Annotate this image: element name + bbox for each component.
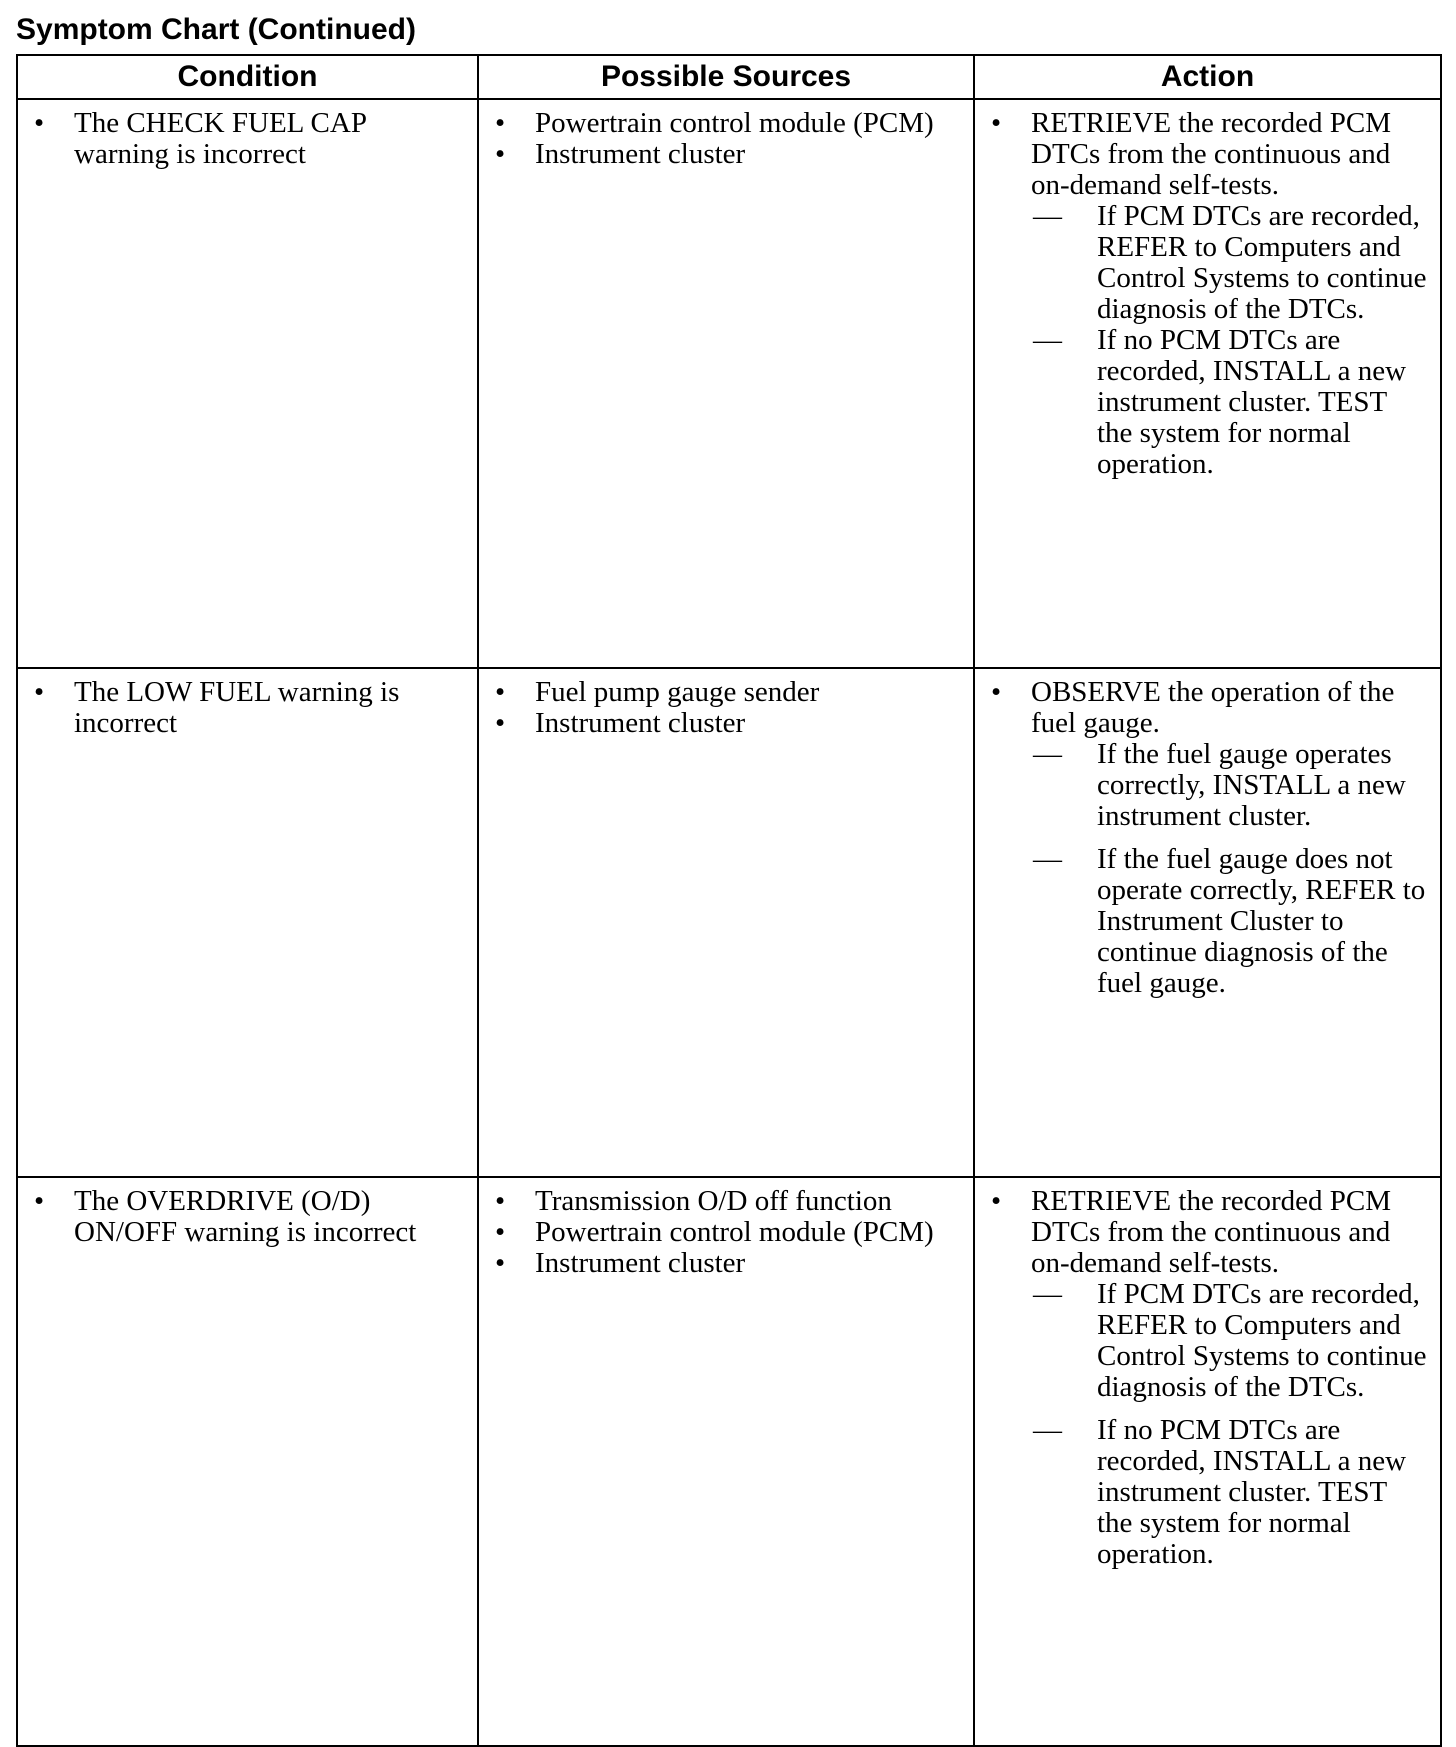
dash-icon: — <box>1033 1278 1062 1310</box>
source-text: Fuel pump gauge sender <box>535 676 820 708</box>
bullet-icon: • <box>495 107 506 139</box>
condition-item <box>18 677 465 739</box>
source-item <box>479 108 961 139</box>
action-subitem <box>1031 1415 1428 1570</box>
action-item <box>975 677 1428 999</box>
bullet-icon: • <box>495 138 506 170</box>
bullet-icon: • <box>34 676 45 708</box>
dash-icon: — <box>1033 738 1062 770</box>
source-text: Instrument cluster <box>535 707 746 739</box>
bullet-icon: • <box>495 707 506 739</box>
sources-cell <box>478 99 974 668</box>
action-subitem <box>1031 325 1428 480</box>
condition-text: The OVERDRIVE (O/D) ON/OFF warning is incorrect <box>74 1185 417 1248</box>
bullet-icon: • <box>991 1185 1002 1217</box>
table-row <box>17 99 1441 668</box>
condition-text: The LOW FUEL warning is incorrect <box>74 676 400 739</box>
action-subitem-text: If PCM DTCs are recorded, REFER to Computers and Control Systems to continue diagnosis of the DTCs. <box>1097 1278 1427 1403</box>
action-cell <box>974 99 1441 668</box>
action-text: OBSERVE the operation of the fuel gauge. <box>1031 676 1395 739</box>
source-text: Powertrain control module (PCM) <box>535 107 934 139</box>
action-item <box>975 108 1428 480</box>
dash-icon: — <box>1033 843 1062 875</box>
dash-icon: — <box>1033 1414 1062 1446</box>
condition-text: The CHECK FUEL CAP warning is incorrect <box>74 107 366 170</box>
condition-cell <box>17 668 478 1177</box>
column-header-action: Action <box>974 55 1441 99</box>
table-row <box>17 668 1441 1177</box>
dash-icon: — <box>1033 200 1062 232</box>
condition-cell <box>17 99 478 668</box>
column-header-possible-sources: Possible Sources <box>478 55 974 99</box>
action-subitem <box>1031 201 1428 325</box>
source-text: Powertrain control module (PCM) <box>535 1216 934 1248</box>
source-item <box>479 677 961 708</box>
bullet-icon: • <box>34 107 45 139</box>
header-row <box>17 55 1441 99</box>
action-subitem-text: If the fuel gauge does not operate correctly, REFER to Instrument Cluster to continue diagnosis of the fuel gauge. <box>1097 843 1426 999</box>
bullet-icon: • <box>495 1216 506 1248</box>
page-title: Symptom Chart (Continued) <box>16 13 416 46</box>
source-item <box>479 1186 961 1217</box>
action-subitem <box>1031 739 1428 832</box>
bullet-icon: • <box>495 676 506 708</box>
condition-cell <box>17 1177 478 1746</box>
bullet-icon: • <box>495 1185 506 1217</box>
bullet-icon: • <box>34 1185 45 1217</box>
action-text: RETRIEVE the recorded PCM DTCs from the continuous and on-demand self-tests. <box>1031 1185 1392 1279</box>
action-subitem <box>1031 844 1428 999</box>
bullet-icon: • <box>495 1247 506 1279</box>
sources-cell <box>478 668 974 1177</box>
source-item <box>479 708 961 739</box>
action-cell <box>974 668 1441 1177</box>
action-item <box>975 1186 1428 1570</box>
source-text: Instrument cluster <box>535 1247 746 1279</box>
condition-item <box>18 108 465 170</box>
action-subitem-text: If no PCM DTCs are recorded, INSTALL a new instrument cluster. TEST the system for normal operation. <box>1097 1414 1407 1570</box>
symptom-chart-table <box>16 54 1442 1747</box>
action-subitem-text: If no PCM DTCs are recorded, INSTALL a new instrument cluster. TEST the system for normal operation. <box>1097 324 1407 480</box>
bullet-icon: • <box>991 107 1002 139</box>
source-item <box>479 139 961 170</box>
condition-item <box>18 1186 465 1248</box>
action-subitem-text: If PCM DTCs are recorded, REFER to Computers and Control Systems to continue diagnosis of the DTCs. <box>1097 200 1427 325</box>
source-item <box>479 1248 961 1279</box>
action-subitem-text: If the fuel gauge operates correctly, INSTALL a new instrument cluster. <box>1097 738 1406 832</box>
sources-cell <box>478 1177 974 1746</box>
source-text: Transmission O/D off function <box>535 1185 892 1217</box>
column-header-condition: Condition <box>17 55 478 99</box>
dash-icon: — <box>1033 324 1062 356</box>
bullet-icon: • <box>991 676 1002 708</box>
table-row <box>17 1177 1441 1746</box>
action-subitem <box>1031 1279 1428 1403</box>
action-text: RETRIEVE the recorded PCM DTCs from the continuous and on-demand self-tests. <box>1031 107 1392 201</box>
source-text: Instrument cluster <box>535 138 746 170</box>
source-item <box>479 1217 961 1248</box>
action-cell <box>974 1177 1441 1746</box>
